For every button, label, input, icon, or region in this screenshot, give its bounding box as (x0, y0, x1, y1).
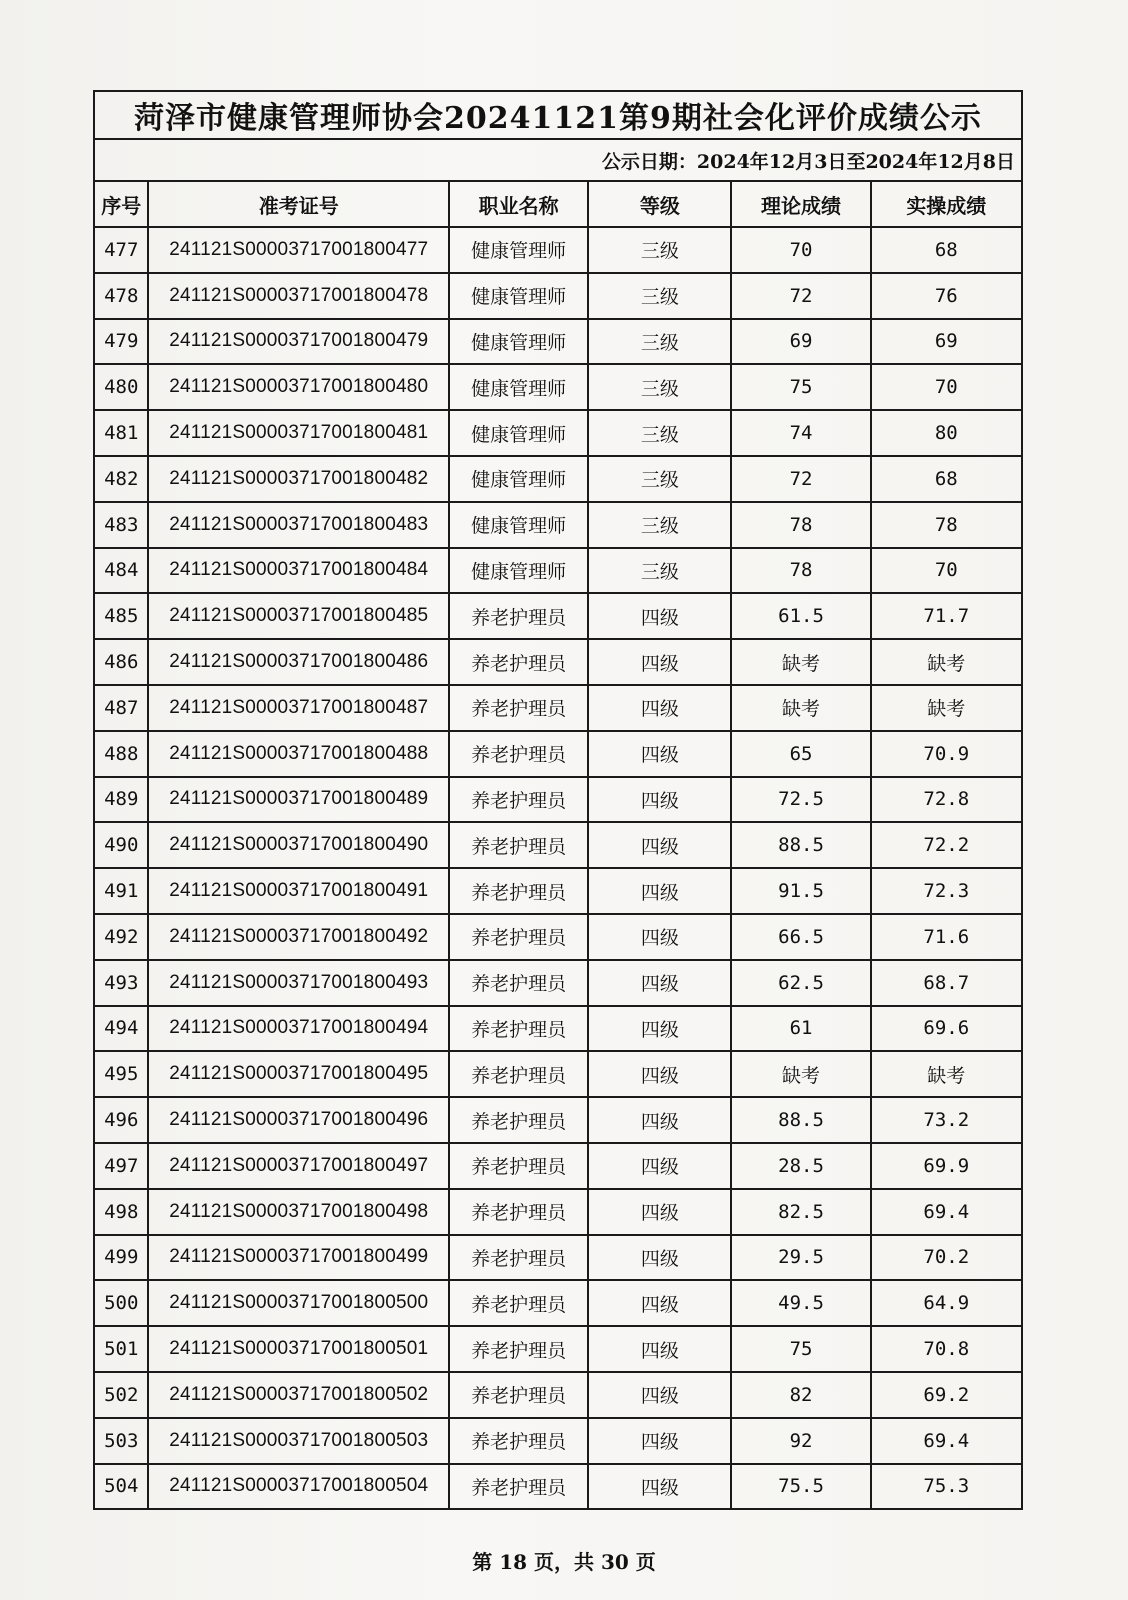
table-row (94, 1464, 1022, 1510)
cell-seq: 493 (94, 960, 148, 1006)
cell-exam-id: 241121S00003717001800503 (148, 1418, 449, 1464)
cell-theory: 88.5 (731, 1097, 870, 1143)
cell-seq: 478 (94, 273, 148, 319)
cell-theory: 28.5 (731, 1143, 870, 1189)
cell-exam-id: 241121S00003717001800504 (148, 1464, 449, 1510)
cell-seq: 479 (94, 319, 148, 365)
cell-practice: 69.6 (871, 1006, 1022, 1052)
table-row (94, 914, 1022, 960)
page-title: 菏泽市健康管理师协会20241121第9期社会化评价成绩公示 (94, 91, 1022, 139)
cell-practice: 69.4 (871, 1189, 1022, 1235)
cell-theory: 92 (731, 1418, 870, 1464)
table-row (94, 1235, 1022, 1281)
cell-job: 健康管理师 (449, 364, 588, 410)
table-row (94, 1189, 1022, 1235)
table-row (94, 410, 1022, 456)
cell-level: 四级 (588, 914, 731, 960)
cell-exam-id: 241121S00003717001800479 (148, 319, 449, 365)
cell-theory: 70 (731, 227, 870, 273)
cell-theory: 72 (731, 456, 870, 502)
cell-job: 养老护理员 (449, 1143, 588, 1189)
table-row (94, 456, 1022, 502)
cell-seq: 502 (94, 1372, 148, 1418)
cell-practice: 70.9 (871, 731, 1022, 777)
cell-seq: 495 (94, 1051, 148, 1097)
cell-practice: 69.2 (871, 1372, 1022, 1418)
cell-theory: 61.5 (731, 593, 870, 639)
cell-level: 三级 (588, 227, 731, 273)
cell-theory: 82 (731, 1372, 870, 1418)
cell-level: 四级 (588, 868, 731, 914)
cell-practice: 73.2 (871, 1097, 1022, 1143)
cell-practice: 缺考 (871, 1051, 1022, 1097)
cell-theory: 82.5 (731, 1189, 870, 1235)
cell-level: 四级 (588, 1280, 731, 1326)
cell-level: 三级 (588, 319, 731, 365)
cell-seq: 481 (94, 410, 148, 456)
cell-theory: 62.5 (731, 960, 870, 1006)
cell-exam-id: 241121S00003717001800491 (148, 868, 449, 914)
cell-exam-id: 241121S00003717001800477 (148, 227, 449, 273)
cell-level: 四级 (588, 731, 731, 777)
cell-seq: 501 (94, 1326, 148, 1372)
cell-job: 养老护理员 (449, 868, 588, 914)
cell-practice: 70 (871, 364, 1022, 410)
cell-exam-id: 241121S00003717001800502 (148, 1372, 449, 1418)
cell-exam-id: 241121S00003717001800480 (148, 364, 449, 410)
cell-practice: 69 (871, 319, 1022, 365)
table-row (94, 1006, 1022, 1052)
cell-job: 健康管理师 (449, 410, 588, 456)
cell-seq: 503 (94, 1418, 148, 1464)
table-row (94, 868, 1022, 914)
cell-theory: 78 (731, 548, 870, 594)
cell-job: 养老护理员 (449, 639, 588, 685)
table-row (94, 548, 1022, 594)
cell-level: 四级 (588, 777, 731, 823)
cell-exam-id: 241121S00003717001800499 (148, 1235, 449, 1281)
cell-theory: 74 (731, 410, 870, 456)
cell-job: 养老护理员 (449, 731, 588, 777)
cell-job: 健康管理师 (449, 273, 588, 319)
cell-job: 养老护理员 (449, 1280, 588, 1326)
table-row (94, 1418, 1022, 1464)
cell-exam-id: 241121S00003717001800495 (148, 1051, 449, 1097)
cell-seq: 500 (94, 1280, 148, 1326)
cell-practice: 71.6 (871, 914, 1022, 960)
cell-exam-id: 241121S00003717001800487 (148, 685, 449, 731)
cell-level: 四级 (588, 822, 731, 868)
cell-exam-id: 241121S00003717001800501 (148, 1326, 449, 1372)
table-row (94, 685, 1022, 731)
cell-practice: 69.4 (871, 1418, 1022, 1464)
header-theory: 理论成绩 (731, 181, 870, 227)
table-row (94, 364, 1022, 410)
table-row (94, 822, 1022, 868)
cell-practice: 76 (871, 273, 1022, 319)
cell-seq: 490 (94, 822, 148, 868)
cell-exam-id: 241121S00003717001800498 (148, 1189, 449, 1235)
table-row (94, 1143, 1022, 1189)
cell-exam-id: 241121S00003717001800493 (148, 960, 449, 1006)
score-table (93, 90, 1023, 1510)
cell-job: 养老护理员 (449, 1326, 588, 1372)
cell-job: 健康管理师 (449, 227, 588, 273)
cell-level: 三级 (588, 502, 731, 548)
table-row (94, 1280, 1022, 1326)
header-seq: 序号 (94, 181, 148, 227)
cell-practice: 缺考 (871, 639, 1022, 685)
cell-level: 三级 (588, 410, 731, 456)
cell-practice: 72.2 (871, 822, 1022, 868)
cell-practice: 69.9 (871, 1143, 1022, 1189)
cell-exam-id: 241121S00003717001800482 (148, 456, 449, 502)
cell-practice: 缺考 (871, 685, 1022, 731)
cell-practice: 75.3 (871, 1464, 1022, 1510)
cell-theory: 91.5 (731, 868, 870, 914)
cell-practice: 70.8 (871, 1326, 1022, 1372)
cell-theory: 66.5 (731, 914, 870, 960)
cell-seq: 487 (94, 685, 148, 731)
cell-level: 四级 (588, 1097, 731, 1143)
table-row (94, 273, 1022, 319)
cell-exam-id: 241121S00003717001800489 (148, 777, 449, 823)
cell-job: 养老护理员 (449, 593, 588, 639)
cell-practice: 72.8 (871, 777, 1022, 823)
cell-job: 养老护理员 (449, 1235, 588, 1281)
table-row (94, 227, 1022, 273)
cell-level: 三级 (588, 273, 731, 319)
cell-seq: 494 (94, 1006, 148, 1052)
cell-seq: 491 (94, 868, 148, 914)
cell-level: 四级 (588, 639, 731, 685)
table-header-row (94, 181, 1022, 227)
cell-theory: 75 (731, 364, 870, 410)
cell-job: 养老护理员 (449, 1051, 588, 1097)
header-level: 等级 (588, 181, 731, 227)
table-row (94, 319, 1022, 365)
cell-exam-id: 241121S00003717001800494 (148, 1006, 449, 1052)
cell-job: 养老护理员 (449, 777, 588, 823)
cell-exam-id: 241121S00003717001800484 (148, 548, 449, 594)
cell-seq: 498 (94, 1189, 148, 1235)
cell-seq: 489 (94, 777, 148, 823)
cell-job: 养老护理员 (449, 960, 588, 1006)
cell-job: 养老护理员 (449, 1418, 588, 1464)
table-row (94, 593, 1022, 639)
cell-level: 四级 (588, 1372, 731, 1418)
table-row (94, 639, 1022, 685)
cell-seq: 488 (94, 731, 148, 777)
cell-exam-id: 241121S00003717001800490 (148, 822, 449, 868)
cell-seq: 485 (94, 593, 148, 639)
cell-seq: 499 (94, 1235, 148, 1281)
cell-level: 四级 (588, 1235, 731, 1281)
cell-seq: 486 (94, 639, 148, 685)
cell-exam-id: 241121S00003717001800492 (148, 914, 449, 960)
cell-level: 四级 (588, 1189, 731, 1235)
cell-theory: 72.5 (731, 777, 870, 823)
cell-practice: 71.7 (871, 593, 1022, 639)
cell-level: 四级 (588, 1051, 731, 1097)
cell-theory: 75 (731, 1326, 870, 1372)
cell-theory: 49.5 (731, 1280, 870, 1326)
cell-practice: 70 (871, 548, 1022, 594)
cell-job: 养老护理员 (449, 822, 588, 868)
cell-theory: 69 (731, 319, 870, 365)
table-row (94, 1372, 1022, 1418)
cell-theory: 72 (731, 273, 870, 319)
cell-exam-id: 241121S00003717001800497 (148, 1143, 449, 1189)
cell-practice: 64.9 (871, 1280, 1022, 1326)
cell-job: 养老护理员 (449, 1006, 588, 1052)
cell-level: 四级 (588, 593, 731, 639)
table-row (94, 1097, 1022, 1143)
cell-level: 四级 (588, 1143, 731, 1189)
cell-seq: 496 (94, 1097, 148, 1143)
cell-seq: 504 (94, 1464, 148, 1510)
cell-level: 四级 (588, 960, 731, 1006)
cell-level: 四级 (588, 1326, 731, 1372)
title-row (94, 91, 1022, 139)
cell-theory: 88.5 (731, 822, 870, 868)
cell-job: 健康管理师 (449, 319, 588, 365)
cell-job: 养老护理员 (449, 1464, 588, 1510)
cell-practice: 70.2 (871, 1235, 1022, 1281)
cell-job: 健康管理师 (449, 502, 588, 548)
cell-job: 养老护理员 (449, 914, 588, 960)
cell-job: 养老护理员 (449, 685, 588, 731)
cell-exam-id: 241121S00003717001800486 (148, 639, 449, 685)
cell-exam-id: 241121S00003717001800488 (148, 731, 449, 777)
cell-exam-id: 241121S00003717001800483 (148, 502, 449, 548)
cell-seq: 497 (94, 1143, 148, 1189)
cell-theory: 61 (731, 1006, 870, 1052)
cell-practice: 72.3 (871, 868, 1022, 914)
cell-exam-id: 241121S00003717001800481 (148, 410, 449, 456)
cell-seq: 480 (94, 364, 148, 410)
cell-level: 四级 (588, 1464, 731, 1510)
cell-theory: 缺考 (731, 639, 870, 685)
cell-theory: 29.5 (731, 1235, 870, 1281)
cell-level: 三级 (588, 364, 731, 410)
cell-seq: 482 (94, 456, 148, 502)
page-number: 第 18 页，共 30 页 (472, 1550, 656, 1574)
cell-job: 健康管理师 (449, 548, 588, 594)
cell-practice: 78 (871, 502, 1022, 548)
cell-level: 三级 (588, 456, 731, 502)
cell-seq: 492 (94, 914, 148, 960)
table-row (94, 731, 1022, 777)
cell-theory: 75.5 (731, 1464, 870, 1510)
cell-theory: 缺考 (731, 685, 870, 731)
cell-exam-id: 241121S00003717001800485 (148, 593, 449, 639)
cell-exam-id: 241121S00003717001800478 (148, 273, 449, 319)
cell-seq: 477 (94, 227, 148, 273)
score-table-body (94, 91, 1022, 1509)
cell-level: 四级 (588, 1418, 731, 1464)
cell-level: 三级 (588, 548, 731, 594)
cell-theory: 78 (731, 502, 870, 548)
cell-practice: 68.7 (871, 960, 1022, 1006)
header-exam-id: 准考证号 (148, 181, 449, 227)
cell-theory: 65 (731, 731, 870, 777)
cell-seq: 484 (94, 548, 148, 594)
table-row (94, 1051, 1022, 1097)
cell-theory: 缺考 (731, 1051, 870, 1097)
publication-date: 公示日期：2024年12月3日至2024年12月8日 (94, 139, 1022, 181)
cell-practice: 80 (871, 410, 1022, 456)
table-row (94, 777, 1022, 823)
cell-practice: 68 (871, 227, 1022, 273)
table-row (94, 502, 1022, 548)
cell-job: 养老护理员 (449, 1189, 588, 1235)
cell-level: 四级 (588, 685, 731, 731)
header-job: 职业名称 (449, 181, 588, 227)
cell-exam-id: 241121S00003717001800500 (148, 1280, 449, 1326)
table-row (94, 1326, 1022, 1372)
cell-level: 四级 (588, 1006, 731, 1052)
date-row (94, 139, 1022, 181)
cell-exam-id: 241121S00003717001800496 (148, 1097, 449, 1143)
cell-job: 养老护理员 (449, 1372, 588, 1418)
cell-seq: 483 (94, 502, 148, 548)
cell-practice: 68 (871, 456, 1022, 502)
header-practice: 实操成绩 (871, 181, 1022, 227)
cell-job: 健康管理师 (449, 456, 588, 502)
cell-job: 养老护理员 (449, 1097, 588, 1143)
table-row (94, 960, 1022, 1006)
